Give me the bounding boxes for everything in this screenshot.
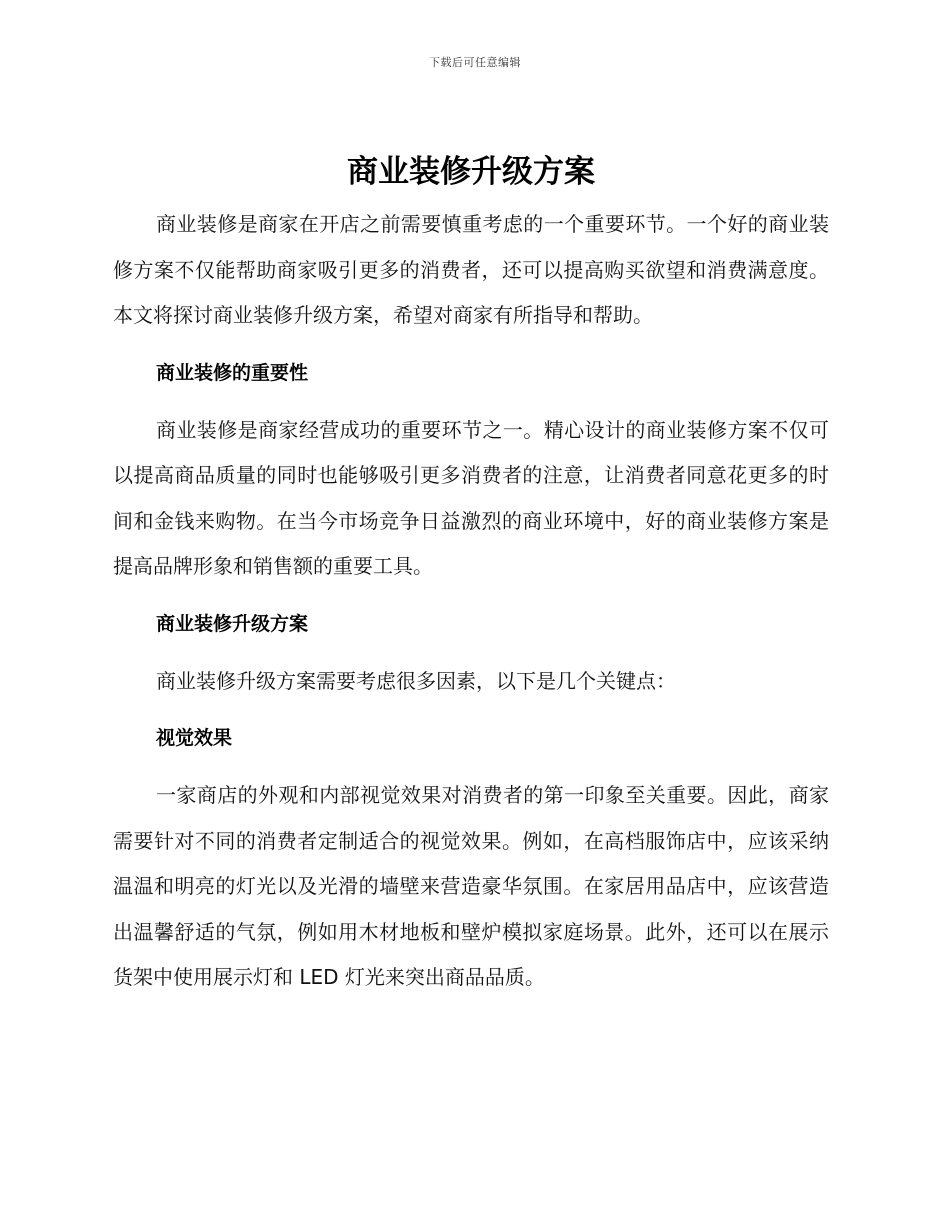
section-body-upgrade-plan: 商业装修升级方案需要考虑很多因素，以下是几个关键点： xyxy=(156,668,676,693)
document-title: 商业装修升级方案 xyxy=(347,154,595,190)
header-note: 下载后可任意编辑 xyxy=(429,56,521,69)
intro-paragraph: 商业装修是商家在开店之前需要慎重考虑的一个重要环节。一个好的商业装修方案不仅能帮助商家吸引更多的消费者，还可以提高购买欲望和消费满意度。本文将探讨商业装修升级方案，希望对商家有所指导和帮助。 xyxy=(113,212,829,327)
section-body-visual-effect: 一家商店的外观和内部视觉效果对消费者的第一印象至关重要。因此，商家需要针对不同的消费者定制适合的视觉效果。例如，在高档服饰店中，应该采纳温温和明亮的灯光以及光滑的墙壁来营造豪华氛围。在家居用品店中，应该营造出温馨舒适的气氛，例如用木材地板和壁炉模拟家庭场景。此外，还可以在展示货架中使用展示灯和 LED 灯光来突出商品品质。 xyxy=(113,783,829,989)
section-heading-importance: 商业装修的重要性 xyxy=(156,361,309,384)
document-content xyxy=(113,150,829,1001)
section-heading-visual-effect: 视觉效果 xyxy=(156,727,233,749)
section-heading-upgrade-plan: 商业装修升级方案 xyxy=(156,612,309,635)
section-body-importance: 商业装修是商家经营成功的重要环节之一。精心设计的商业装修方案不仅可以提高商品质量的同时也能够吸引更多消费者的注意，让消费者同意花更多的时间和金钱来购物。在当今市场竞争日益激烈的商业环境中，好的商业装修方案是提高品牌形象和销售额的重要工具。 xyxy=(113,417,829,578)
